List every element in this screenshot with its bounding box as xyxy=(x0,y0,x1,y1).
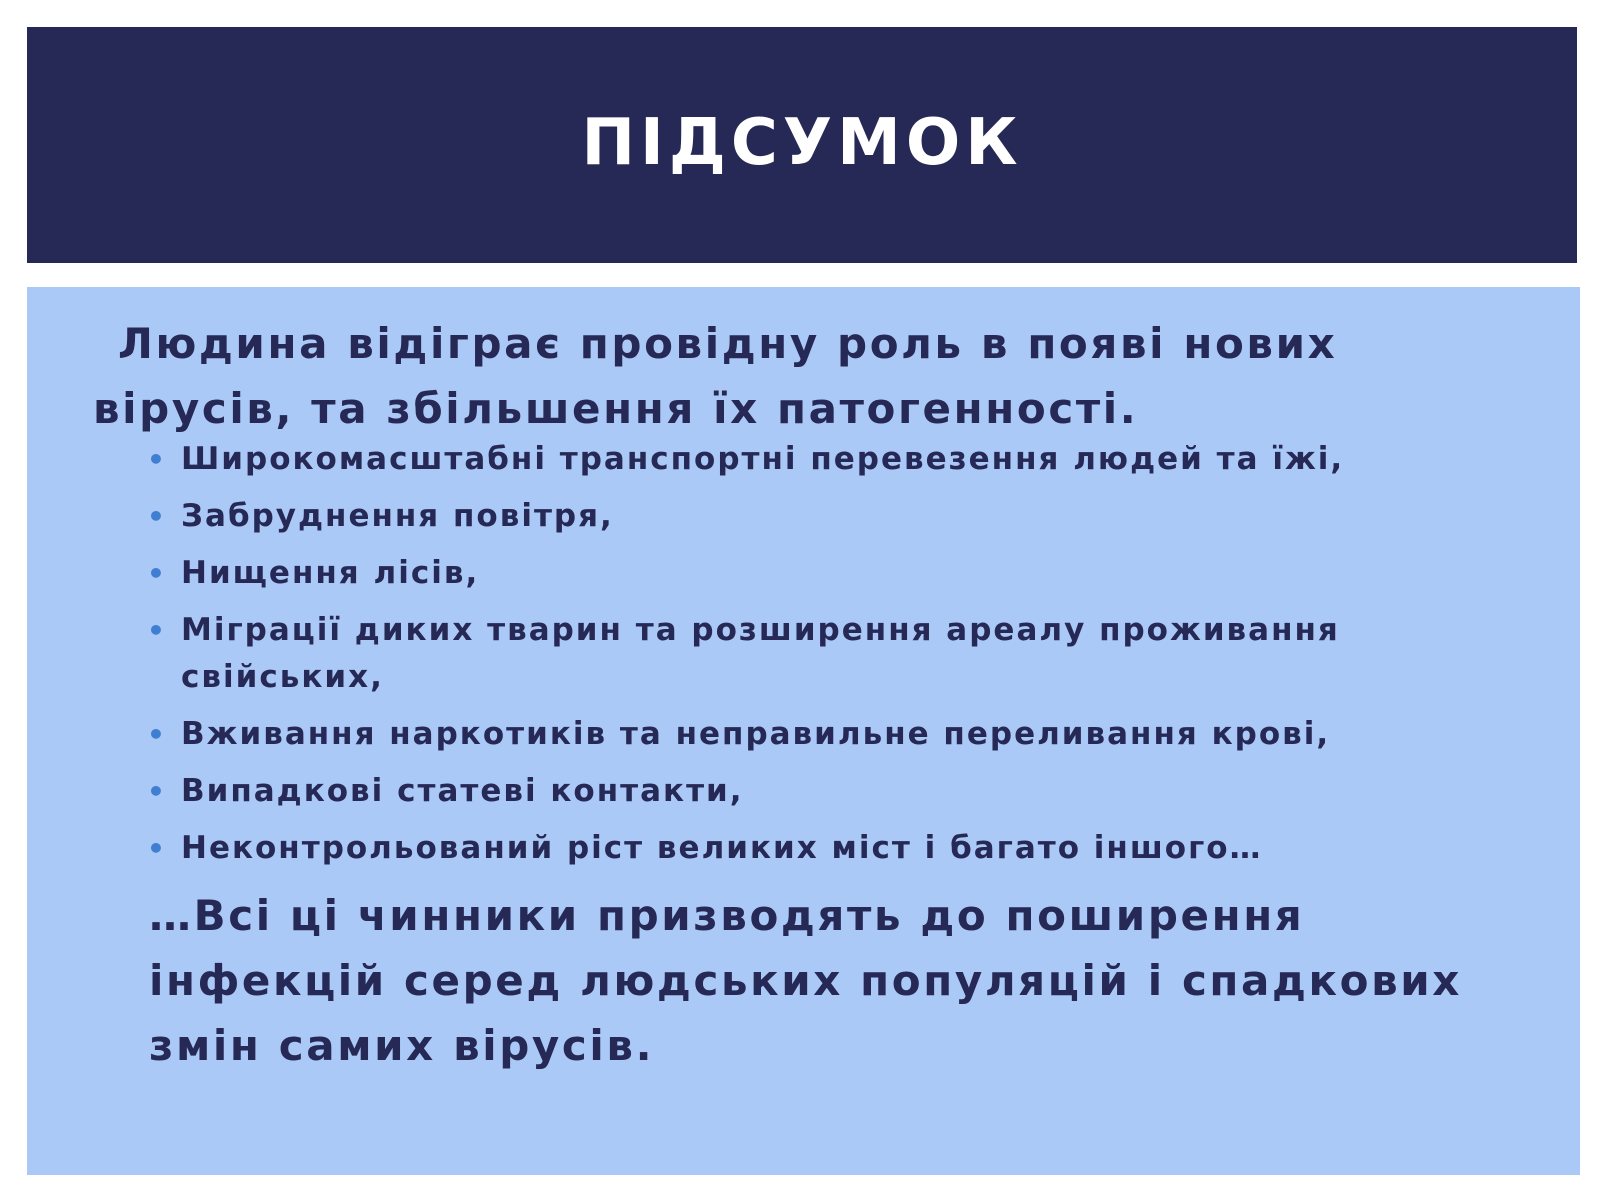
list-item xyxy=(147,607,1387,701)
list-item xyxy=(147,550,1387,597)
bullet-icon: • xyxy=(147,832,167,865)
bullet-icon: • xyxy=(147,718,167,751)
list-item xyxy=(147,711,1387,758)
bullet-text: Нищення лісів, xyxy=(181,555,480,591)
content-panel xyxy=(27,287,1580,1175)
bullet-icon: • xyxy=(147,500,167,533)
title-bar xyxy=(27,27,1577,263)
list-item xyxy=(147,436,1387,483)
bullet-text: Неконтрольований ріст великих міст і багато іншого… xyxy=(181,830,1263,866)
bullet-icon: • xyxy=(147,614,167,647)
bullet-icon: • xyxy=(147,557,167,590)
bullet-text: Широкомасштабні транспортні перевезення людей та їжі, xyxy=(181,441,1345,477)
list-item xyxy=(147,825,1387,872)
conclusion-paragraph: …Всі ці чинники призводять до поширення інфекцій серед людських популяцій і спадкових змін самих вірусів. xyxy=(149,891,1462,1070)
bullet-text: Міграції диких тварин та розширення ареалу проживання свійських, xyxy=(181,612,1340,695)
bullet-text: Вживання наркотиків та неправильне переливання крові, xyxy=(181,716,1331,752)
bullet-icon: • xyxy=(147,443,167,476)
slide-title: ПІДСУМОК xyxy=(581,106,1023,180)
bullet-text: Забруднення повітря, xyxy=(181,498,614,534)
content-text xyxy=(27,287,1580,1175)
list-item xyxy=(147,493,1387,540)
bullet-list xyxy=(147,436,1387,882)
list-item xyxy=(147,768,1387,815)
intro-paragraph: Людина відіграє провідну роль в появі нових вірусів, та збільшення їх патогенності. xyxy=(93,319,1338,433)
bullet-text: Випадкові статеві контакти, xyxy=(181,773,744,809)
bullet-icon: • xyxy=(147,775,167,808)
